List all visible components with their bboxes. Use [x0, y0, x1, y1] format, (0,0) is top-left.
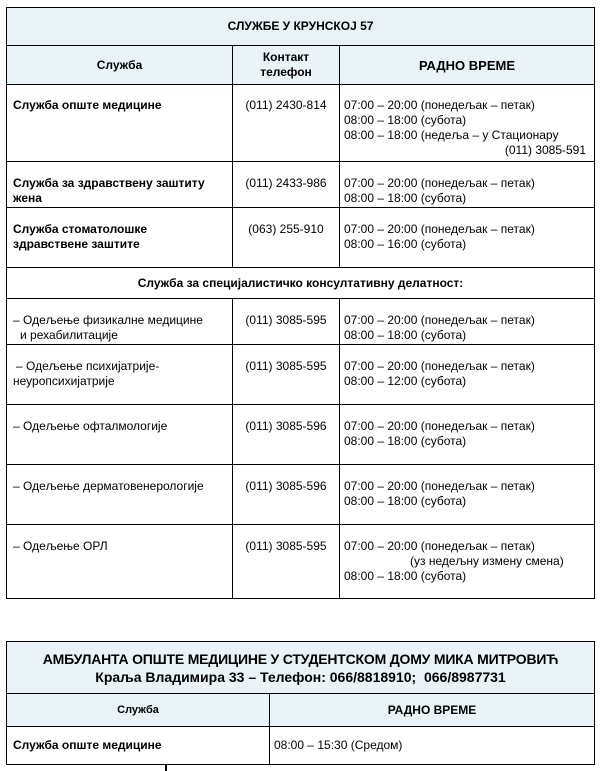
clinic-address-phone: Краља Владимира 33 – Телефон: 066/8818910; 066/8987731 — [95, 668, 506, 685]
working-hours — [340, 299, 595, 345]
column-header-service: Служба — [7, 46, 233, 85]
phone-number: (011) 3085-596 — [233, 465, 340, 525]
hours-line: 08:00 – 18:00 (субота) — [344, 434, 467, 448]
hours-line: 08:00 – 18:00 (субота) — [344, 113, 467, 127]
column-header-hours: РАДНО ВРЕМЕ — [340, 46, 595, 85]
hours-note: (уз недељну измену смена) — [410, 554, 564, 568]
service-name — [7, 208, 233, 268]
clinic-table-student-dorm — [6, 641, 595, 765]
table-row — [7, 85, 595, 162]
department-name: – Одељење ОРЛ — [7, 525, 233, 599]
text-cursor — [165, 765, 167, 771]
department-name-line: неуропсихијатрије — [13, 374, 115, 388]
hours-line: 07:00 – 20:00 (понедељак – петак) — [344, 479, 535, 493]
phone-number: (011) 3085-595 — [233, 299, 340, 345]
service-name-line: Служба стоматолошке — [13, 222, 148, 236]
table-row — [7, 208, 595, 268]
phone-number: (011) 3085-595 — [233, 345, 340, 405]
table-title — [7, 642, 595, 694]
hours-line: 08:00 – 18:00 (субота) — [344, 569, 467, 583]
hours-note-phone: (011) 3085-591 — [504, 143, 587, 157]
service-name-line: здравствене заштите — [13, 237, 140, 251]
services-table-krunska — [6, 7, 595, 599]
phone-number: (011) 2433-986 — [233, 162, 340, 208]
phone-number: (063) 255-910 — [233, 208, 340, 268]
working-hours: 08:00 – 15:30 (Средом) — [270, 727, 595, 765]
hours-line: 07:00 – 20:00 (понедељак – петак) — [344, 176, 535, 190]
table-row — [7, 525, 595, 599]
section-label: Служба за специјалистичко консултативну делатност: — [7, 268, 595, 299]
service-name-line: жена — [13, 191, 42, 205]
hours-line: 08:00 – 18:00 (субота) — [344, 494, 467, 508]
hours-line: 08:00 – 16:00 (субота) — [344, 237, 467, 251]
hours-line: 08:00 – 12:00 (субота) — [344, 374, 467, 388]
working-hours — [340, 85, 595, 162]
hours-line: 07:00 – 20:00 (понедељак – петак) — [344, 359, 535, 373]
hours-line: 07:00 – 20:00 (понедељак – петак) — [344, 222, 535, 236]
phone-number: (011) 2430-814 — [233, 85, 340, 162]
department-name-line: – Одељење психијатрије- — [16, 359, 160, 373]
phone-header-line2: телефон — [260, 65, 312, 79]
phone-header-line1: Контакт — [262, 50, 310, 64]
table-row — [7, 299, 595, 345]
hours-line: 08:00 – 18:00 (недеља – у Стационару — [344, 128, 559, 142]
working-hours — [340, 465, 595, 525]
hours-line: 08:00 – 18:00 (субота) — [344, 328, 467, 342]
column-header-hours: РАДНО ВРЕМЕ — [270, 694, 595, 727]
table-title: СЛУЖБЕ У КРУНСКОЈ 57 — [7, 8, 595, 46]
service-name: Служба опште медицине — [7, 727, 270, 765]
clinic-title: АМБУЛАНТА ОПШТЕ МЕДИЦИНЕ У СТУДЕНТСКОМ ДОМУ МИКА МИТРОВИЋ — [42, 650, 559, 667]
hours-line: 07:00 – 20:00 (понедељак – петак) — [344, 313, 535, 327]
department-name-line: и рехабилитације — [20, 328, 118, 342]
table-row — [7, 465, 595, 525]
working-hours — [340, 405, 595, 465]
working-hours — [340, 525, 595, 599]
table-row — [7, 405, 595, 465]
phone-number: (011) 3085-595 — [233, 525, 340, 599]
phone-number: (011) 3085-596 — [233, 405, 340, 465]
department-name — [7, 299, 233, 345]
column-header-service: Служба — [7, 694, 270, 727]
hours-line: 08:00 – 18:00 (субота) — [344, 191, 467, 205]
working-hours — [340, 162, 595, 208]
hours-line: 07:00 – 20:00 (понедељак – петак) — [344, 419, 535, 433]
hours-line: 07:00 – 20:00 (понедељак – петак) — [344, 98, 535, 112]
hours-line: 07:00 – 20:00 (понедељак – петак) — [344, 539, 535, 553]
service-name-line: Служба за здравствену заштиту — [13, 176, 205, 190]
table-row — [7, 727, 595, 765]
working-hours — [340, 345, 595, 405]
service-name — [7, 162, 233, 208]
department-name: – Одељење дерматовенерологије — [7, 465, 233, 525]
department-name-line: – Одељење физикалне медицине — [13, 313, 203, 327]
column-header-phone — [233, 46, 340, 85]
table-row — [7, 345, 595, 405]
working-hours — [340, 208, 595, 268]
department-name: – Одељење офталмологије — [7, 405, 233, 465]
table-row — [7, 162, 595, 208]
department-name — [7, 345, 233, 405]
service-name: Служба опште медицине — [7, 85, 233, 162]
